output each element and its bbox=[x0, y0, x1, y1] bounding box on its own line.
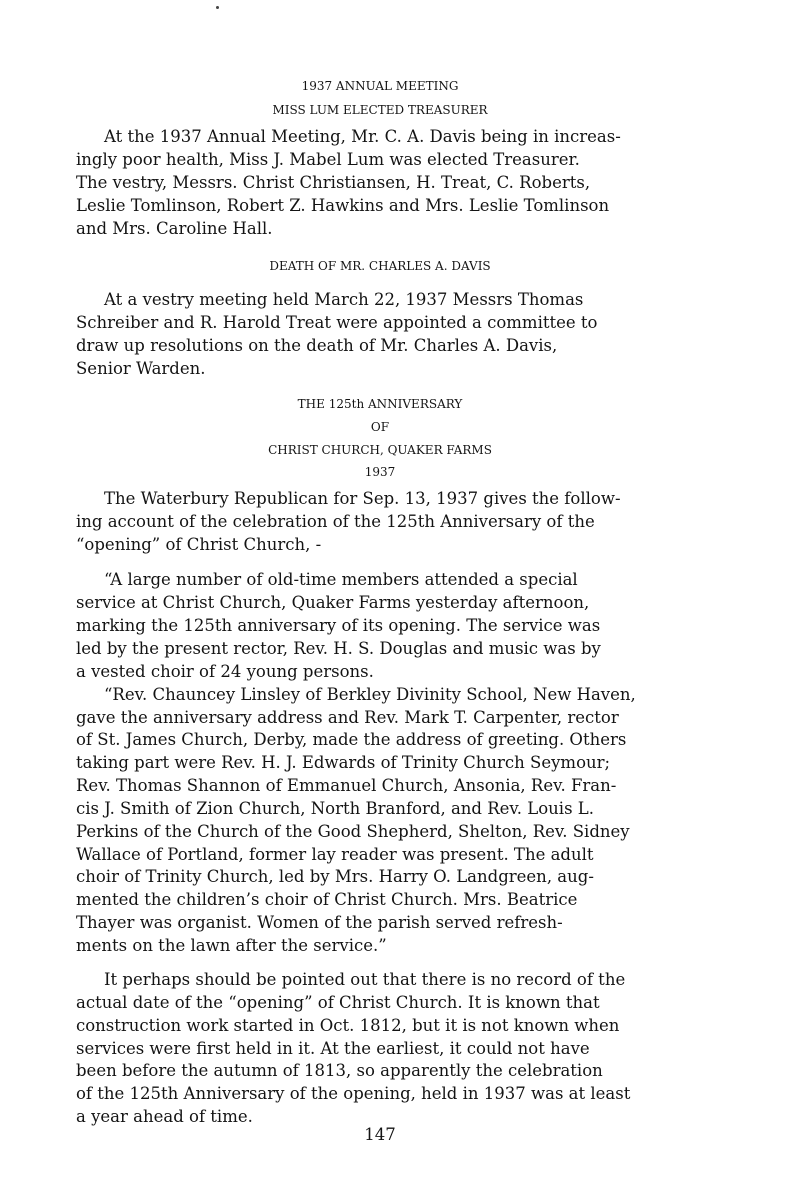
quote-line: Thayer was organist. Women of the parish served refresh- bbox=[76, 913, 563, 932]
paragraph-line: draw up resolutions on the death of Mr. Charles A. Davis, bbox=[76, 336, 558, 355]
section-heading: OF bbox=[370, 420, 390, 434]
paragraph-line: construction work started in Oct. 1812, but it is not known when bbox=[76, 1016, 620, 1035]
quote-line: “A large number of old-time members attended a special bbox=[104, 570, 578, 589]
paragraph-line: Schreiber and R. Harold Treat were appointed a committee to bbox=[76, 313, 598, 332]
section-heading: DEATH OF MR. CHARLES A. DAVIS bbox=[269, 259, 491, 273]
quote-line: marking the 125th anniversary of its opening. The service was bbox=[76, 616, 601, 635]
quote-line: taking part were Rev. H. J. Edwards of Trinity Church Seymour; bbox=[76, 753, 611, 772]
section-subheading: MISS LUM ELECTED TREASURER bbox=[272, 103, 488, 117]
quote-line: ments on the lawn after the service.” bbox=[76, 936, 387, 955]
quote-line: Rev. Thomas Shannon of Emmanuel Church, Ansonia, Rev. Fran- bbox=[76, 776, 617, 795]
quote-line: service at Christ Church, Quaker Farms yesterday afternoon, bbox=[76, 593, 590, 612]
quote-line: a vested choir of 24 young persons. bbox=[76, 662, 374, 681]
paragraph-line: and Mrs. Caroline Hall. bbox=[76, 219, 273, 238]
quote-line: mented the children’s choir of Christ Church. Mrs. Beatrice bbox=[76, 890, 578, 909]
paragraph-line: The Waterbury Republican for Sep. 13, 1937 gives the follow- bbox=[104, 489, 621, 508]
section-heading: THE 125th ANNIVERSARY bbox=[297, 397, 463, 411]
quote-line: Wallace of Portland, former lay reader was present. The adult bbox=[76, 845, 594, 864]
scan-speck bbox=[216, 6, 219, 9]
paragraph-line: The vestry, Messrs. Christ Christiansen, H. Treat, C. Roberts, bbox=[76, 173, 591, 192]
paragraph-line: of the 125th Anniversary of the opening, held in 1937 was at least bbox=[76, 1084, 631, 1103]
paragraph-line: It perhaps should be pointed out that there is no record of the bbox=[104, 970, 626, 989]
paragraph-line: “opening” of Christ Church, - bbox=[76, 535, 322, 554]
paragraph-line: services were first held in it. At the earliest, it could not have bbox=[76, 1039, 590, 1058]
quote-line: led by the present rector, Rev. H. S. Douglas and music was by bbox=[76, 639, 601, 658]
paragraph-line: been before the autumn of 1813, so apparently the celebration bbox=[76, 1061, 603, 1080]
paragraph-line: At the 1937 Annual Meeting, Mr. C. A. Davis being in increas- bbox=[104, 127, 621, 146]
paragraph-line: ingly poor health, Miss J. Mabel Lum was elected Treasurer. bbox=[76, 150, 580, 169]
quote-line: Perkins of the Church of the Good Shepherd, Shelton, Rev. Sidney bbox=[76, 822, 630, 841]
paragraph-line: a year ahead of time. bbox=[76, 1107, 253, 1126]
section-heading: 1937 ANNUAL MEETING bbox=[301, 79, 459, 93]
paragraph-line: actual date of the “opening” of Christ Church. It is known that bbox=[76, 993, 600, 1012]
paragraph-line: ing account of the celebration of the 125th Anniversary of the bbox=[76, 512, 595, 531]
quote-line: of St. James Church, Derby, made the address of greeting. Others bbox=[76, 730, 627, 749]
section-heading: CHRIST CHURCH, QUAKER FARMS bbox=[268, 443, 492, 457]
paragraph-line: At a vestry meeting held March 22, 1937 Messrs Thomas bbox=[104, 290, 584, 309]
quote-line: choir of Trinity Church, led by Mrs. Harry O. Landgreen, aug- bbox=[76, 867, 594, 886]
paragraph-line: Senior Warden. bbox=[76, 359, 206, 378]
page-number: 147 bbox=[364, 1125, 396, 1144]
section-heading: 1937 bbox=[364, 465, 396, 479]
paragraph-line: Leslie Tomlinson, Robert Z. Hawkins and Mrs. Leslie Tomlinson bbox=[76, 196, 610, 215]
quote-line: gave the anniversary address and Rev. Mark T. Carpenter, rector bbox=[76, 708, 619, 727]
quote-line: “Rev. Chauncey Linsley of Berkley Divinity School, New Haven, bbox=[104, 685, 636, 704]
quote-line: cis J. Smith of Zion Church, North Branford, and Rev. Louis L. bbox=[76, 799, 594, 818]
